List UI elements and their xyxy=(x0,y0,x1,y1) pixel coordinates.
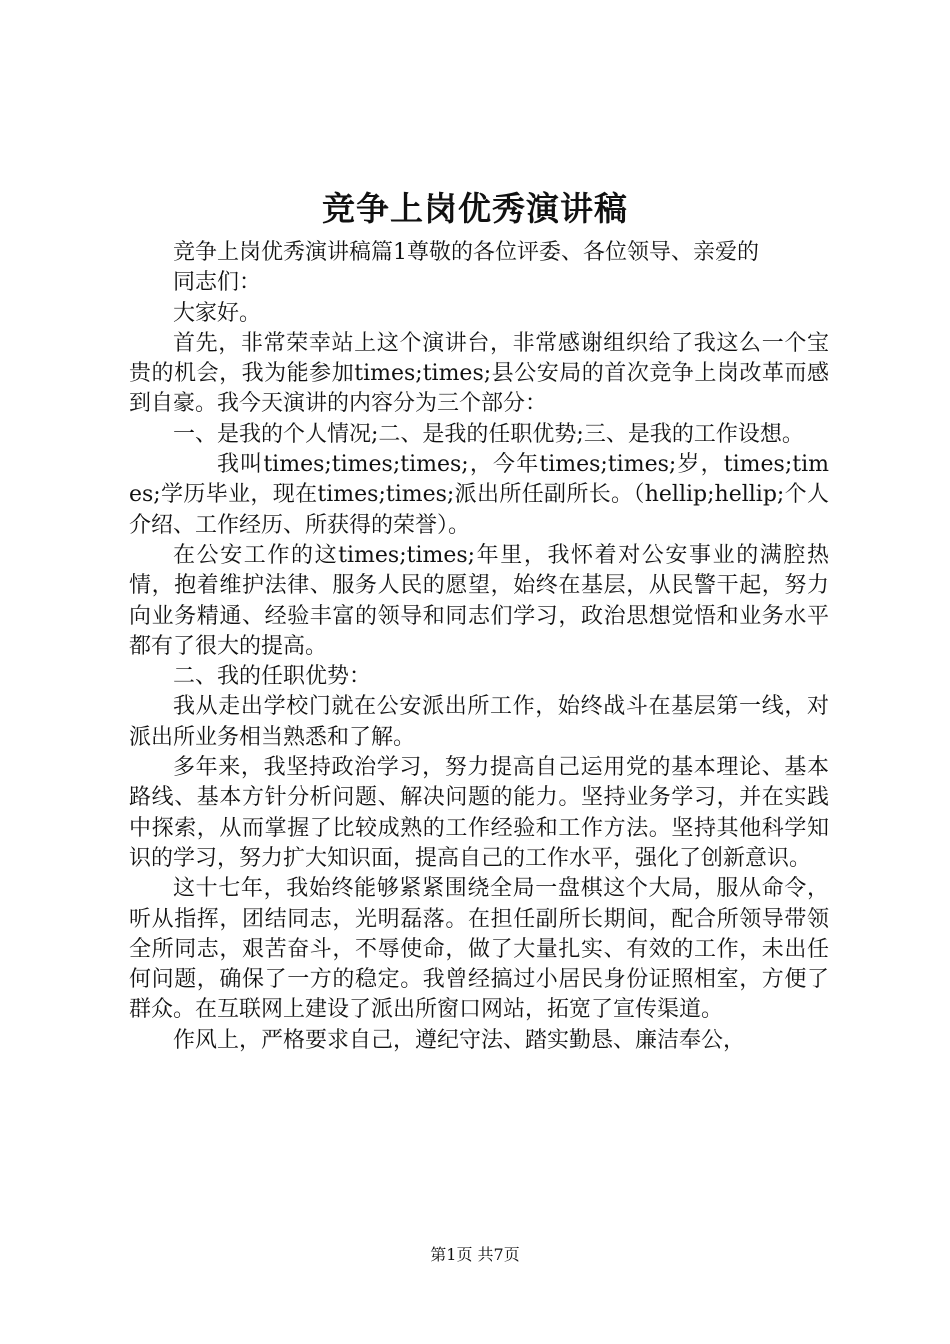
paragraph-intro: 首先，非常荣幸站上这个演讲台，非常感谢组织给了我这么一个宝贵的机会，我为能参加times;times;县公安局的首次竞争上岗改革而感到自豪。我今天演讲的内容分为三个部分： xyxy=(129,330,829,417)
paragraph-greeting: 竞争上岗优秀演讲稿篇1尊敬的各位评委、各位领导、亲爱的 xyxy=(173,240,759,265)
paragraph-work-style: 作风上，严格要求自己，遵纪守法、踏实勤恳、廉洁奉公， xyxy=(173,1027,746,1053)
paragraph-frontline: 我从走出学校门就在公安派出所工作，始终战斗在基层第一线，对派出所业务相当熟悉和了解。 xyxy=(129,694,829,750)
paragraph-comrades: 同志们： xyxy=(173,270,262,296)
document-title: 竞争上岗优秀演讲稿 xyxy=(322,189,628,228)
document-body xyxy=(129,238,829,1056)
paragraph-self-intro: 我叫times;times;times;，今年times;times;岁，times;times;学历毕业，现在times;times;派出所任副所长。（hellip;hellip;个人介绍、工作经历、所获得的荣誉）。 xyxy=(129,452,829,538)
paragraph-study: 多年来，我坚持政治学习，努力提高自己运用党的基本理论、基本路线、基本方针分析问题、解决问题的能力。坚持业务学习，并在实践中探索，从而掌握了比较成熟的工作经验和工作方法。坚持其他科学知识的学习，努力扩大知识面，提高自己的工作水平，强化了创新意识。 xyxy=(129,755,829,871)
section-heading-advantages: 二、我的任职优势： xyxy=(173,664,372,690)
paragraph-seventeen-years: 这十七年，我始终能够紧紧围绕全局一盘棋这个大局，服从命令，听从指挥，团结同志，光明磊落。在担任副所长期间，配合所领导带领全所同志，艰苦奋斗，不辱使命，做了大量扎实、有效的工作，未出任何问题，确保了一方的稳定。我曾经搞过小居民身份证照相室，方便了群众。在互联网上建设了派出所窗口网站，拓宽了宣传渠道。 xyxy=(129,876,829,1023)
paragraph-outline: 一、是我的个人情况;二、是我的任职优势;三、是我的工作设想。 xyxy=(173,421,804,447)
page-number-footer: 第1页 共7页 xyxy=(430,1245,520,1264)
paragraph-career: 在公安工作的这times;times;年里，我怀着对公安事业的满腔热情，抱着维护法律、服务人民的愿望，始终在基层，从民警干起，努力向业务精通、经验丰富的领导和同志们学习，政治思想觉悟和业务水平都有了很大的提高。 xyxy=(129,542,829,659)
paragraph-hello: 大家好。 xyxy=(173,300,262,326)
